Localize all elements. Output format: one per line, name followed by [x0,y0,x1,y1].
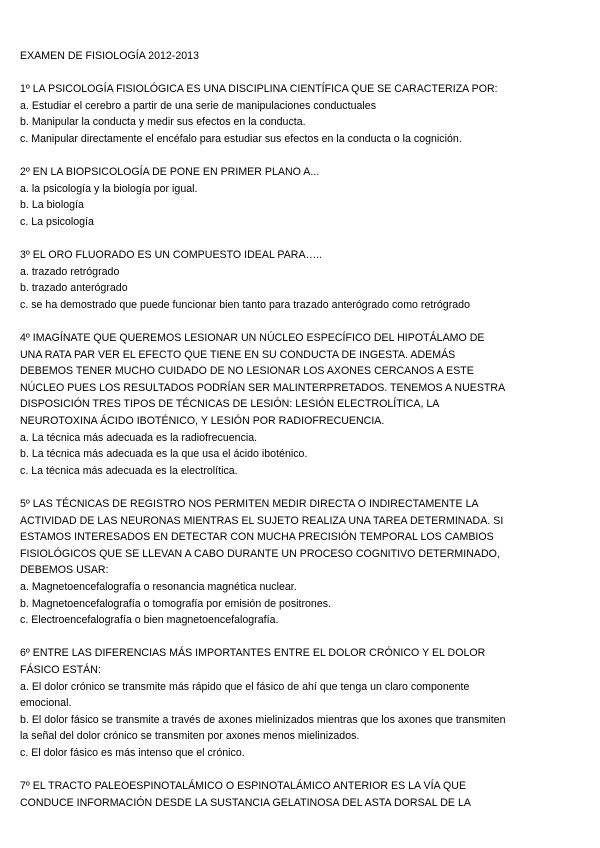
question-stem: 5º LAS TÉCNICAS DE REGISTRO NOS PERMITEN MEDIR DIRECTA O INDIRECTAMENTE LA ACTIVIDAD DE LAS NEURONAS MIENTRAS EL SUJETO REALIZA UNA TAREA DETERMINADA. SI ESTAMOS INTERESADOS EN DETECTAR CON MUCHA PRECISIÓN TEMPORAL LOS CAMBIOS FISIOLÓGICOS QUE SE LLEVAN A CABO DURANTE UN PROCESO COGNITIVO DETERMINADO, DEBEMOS USAR: [20,498,504,577]
answer-option-a: a. la psicología y la biología por igual. [20,182,198,195]
document-title: EXAMEN DE FISIOLOGÍA 2012-2013 [20,50,200,62]
question-5 [20,496,580,629]
answer-option-a: a. trazado retrógrado [20,265,120,278]
question-3 [20,247,580,313]
question-1 [20,81,580,147]
answer-option-c: c. se ha demostrado que puede funcionar bien tanto para trazado anterógrado como retrógrado [20,298,470,311]
question-stem: 3º EL ORO FLUORADO ES UN COMPUESTO IDEAL PARA….. [20,249,323,262]
answer-option-b: b. trazado anterógrado [20,282,128,295]
question-stem: 4º IMAGÍNATE QUE QUEREMOS LESIONAR UN NÚCLEO ESPECÍFICO DEL HIPOTÁLAMO DE UNA RATA PAR VER EL EFECTO QUE TIENE EN SU CONDUCTA DE INGESTA. ADEMÁS DEBEMOS TENER MUCHO CUIDADO DE NO LESIONAR LOS AXONES CERCANOS A ESTE NÚCLEO PUES LOS RESULTADOS PODRÍAN SER MALINTERPRETADOS. TENEMOS A NUESTRA DISPOSICIÓN TRES TIPOS DE TÉCNICAS DE LESIÓN: LESIÓN ELECTROLÍTICA, LA NEUROTOXINA ÁCIDO IBOTÉNICO, Y LESIÓN POR RADIOFRECUENCIA. [20,332,506,428]
answer-option-c: c. La psicología [20,215,94,228]
answer-option-b: b. El dolor fásico se transmite a través de axones mielinizados mientras que los axones que transmiten la señal del dolor crónico se transmiten por axones menos mielinizados. [20,713,506,743]
question-6 [20,645,580,761]
answer-option-b: b. La biología [20,199,84,212]
answer-option-b: b. Magnetoencefalografía o tomografía por emisión de positrones. [20,597,332,610]
answer-option-a: a. Magnetoencefalografía o resonancia magnética nuclear. [20,581,297,593]
answer-option-a: a. Estudiar el cerebro a partir de una serie de manipulaciones conductuales [20,99,377,112]
question-4 [20,330,580,479]
answer-option-a: a. El dolor crónico se transmite más rápido que el fásico de ahí que tenga un claro componente emocional. [20,680,470,710]
question-stem: 1º LA PSICOLOGÍA FISIOLÓGICA ES UNA DISCIPLINA CIENTÍFICA QUE SE CARACTERIZA POR: [20,83,498,96]
question-stem: 6º ENTRE LAS DIFERENCIAS MÁS IMPORTANTES ENTRE EL DOLOR CRÓNICO Y EL DOLOR FÁSICO ESTÁN: [20,647,486,676]
answer-option-b: b. Manipular la conducta y medir sus efectos en la conducta. [20,116,306,129]
answer-option-c: c. Electroencefalografía o bien magnetoencefalografía. [20,614,279,627]
answer-option-a: a. La técnica más adecuada es la radiofrecuencia. [20,431,258,444]
question-2 [20,164,580,230]
answer-option-b: b. La técnica más adecuada es la que usa el ácido iboténico. [20,448,308,461]
question-7 [20,778,580,811]
question-stem: 7º EL TRACTO PALEOESPINOTALÁMICO O ESPINOTALÁMICO ANTERIOR ES LA VÍA QUE CONDUCE INFORMACIÓN DESDE LA SUSTANCIA GELATINOSA DEL ASTA DORSAL DE LA [20,780,471,809]
answer-option-c: c. La técnica más adecuada es la electrolítica. [20,464,238,477]
answer-option-c: c. El dolor fásico es más intenso que el crónico. [20,746,245,759]
question-stem: 2º EN LA BIOPSICOLOGÍA DE PONE EN PRIMER PLANO A... [20,166,320,179]
answer-option-c: c. Manipular directamente el encéfalo para estudiar sus efectos en la conducta o la cognición. [20,132,462,145]
document-body [20,48,580,828]
